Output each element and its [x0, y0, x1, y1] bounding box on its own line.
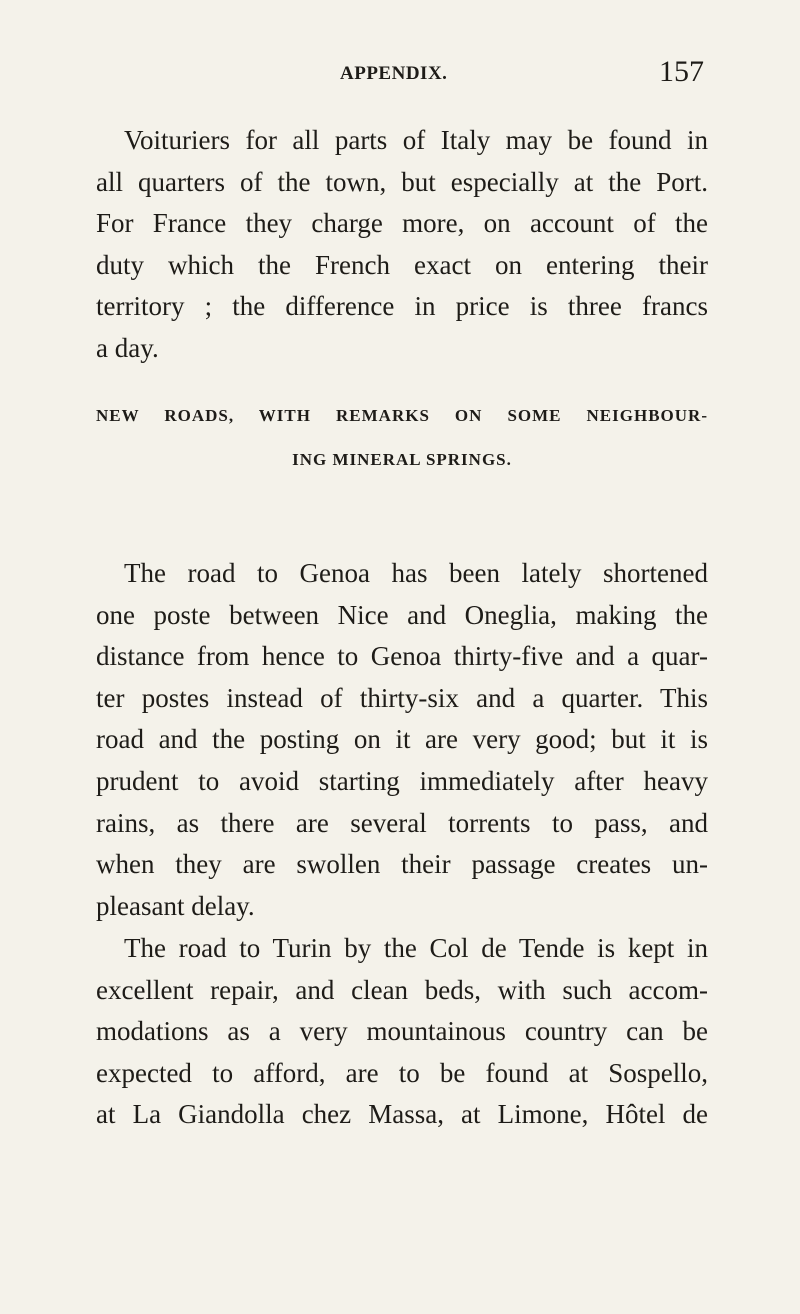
text-line: The road to Genoa has been lately shortened [124, 558, 708, 588]
text-line: rains, as there are several torrents to pass, and [96, 807, 708, 838]
heading-line: ING MINERAL SPRINGS. [292, 450, 512, 469]
text-line: For France they charge more, on account of the [96, 208, 708, 239]
running-head: APPENDIX. [340, 63, 448, 84]
text-line: at La Giandolla chez Massa, at Limone, Hôtel de [96, 1099, 708, 1130]
text-line: a day. [96, 332, 159, 363]
text-line: prudent to avoid starting immediately after heavy [96, 765, 708, 796]
text-line: modations as a very mountainous country can be [96, 1016, 708, 1047]
text-line: The road to Turin by the Col de Tende is kept in [124, 933, 708, 963]
page-number: 157 [659, 55, 704, 88]
text-line: duty which the French exact on entering their [96, 249, 708, 280]
text-line: when they are swollen their passage creates un- [96, 849, 708, 880]
text-line: ter postes instead of thirty-six and a quarter. This [96, 682, 708, 713]
page-header [96, 56, 704, 96]
text-line: excellent repair, and clean beds, with such accom- [96, 974, 708, 1005]
section-heading [96, 394, 708, 482]
text-line: all quarters of the town, but especially at the Port. [96, 166, 708, 197]
text-line: road and the posting on it are very good; but it is [96, 724, 708, 755]
text-line: territory ; the difference in price is three francs [96, 291, 708, 322]
paragraph-road-to-genoa [96, 553, 708, 927]
paragraph-road-to-turin [96, 928, 708, 1136]
text-line: distance from hence to Genoa thirty-five and a quar- [96, 641, 708, 672]
text-line: Voituriers for all parts of Italy may be found in [124, 125, 708, 155]
text-line: one poste between Nice and Oneglia, making the [96, 599, 708, 630]
text-line: expected to afford, are to be found at Sospello, [96, 1057, 708, 1088]
paragraph-voituriers [96, 120, 708, 370]
text-line: pleasant delay. [96, 890, 255, 921]
heading-line: NEW ROADS, WITH REMARKS ON SOME NEIGHBOUR- [96, 406, 708, 425]
